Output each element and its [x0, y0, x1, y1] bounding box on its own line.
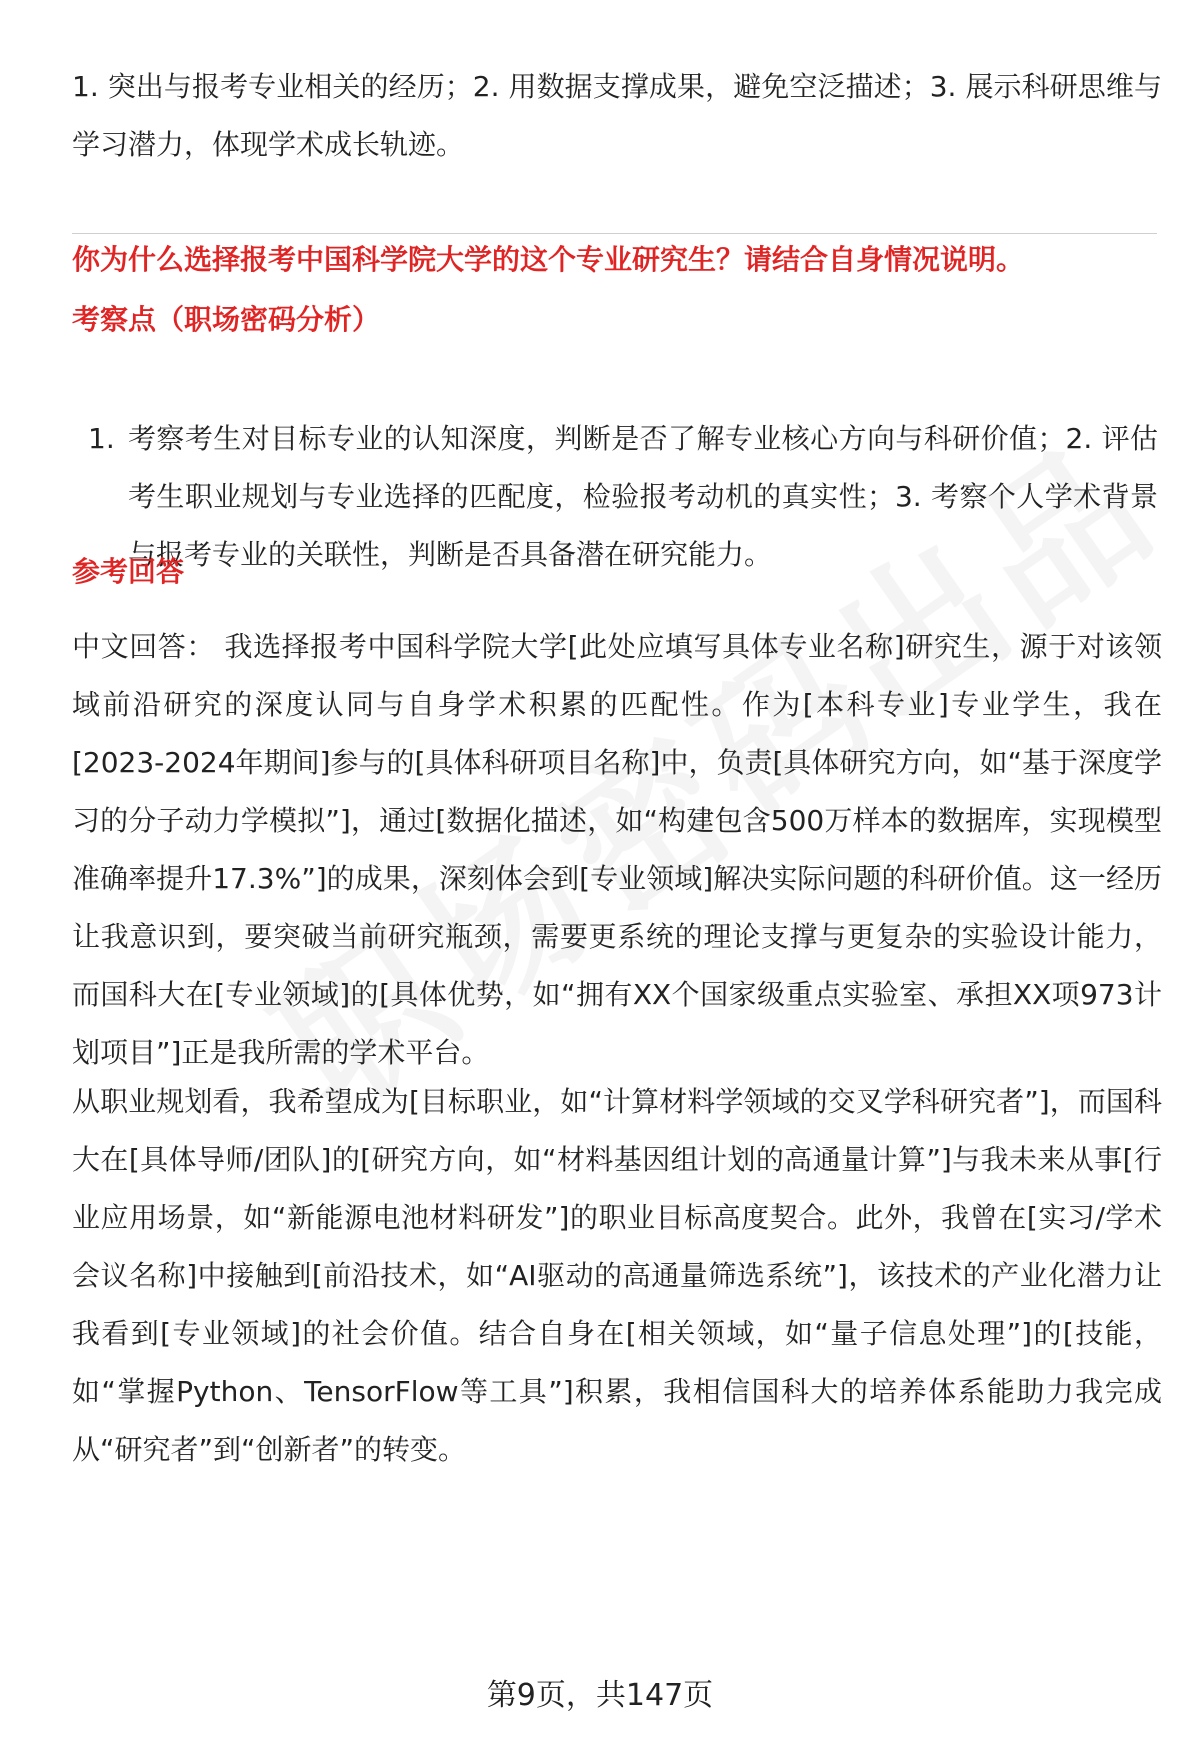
answer-paragraph-2: 从职业规划看，我希望成为[目标职业，如“计算材料学领域的交叉学科研究者”]，而国科大在[具体导师/团队]的[研究方向，如“材料基因组计划的高通量计算”]与我未来从事[行业应用场景，如“新能源电池材料研发”]的职业目标高度契合。此外，我曾在[实习/学术会议名称]中接触到[前沿技术，如“AI驱动的高通量筛选系统”]，该技术的产业化潜力让我看到[专业领域]的社会价值。结合自身在[相关领域，如“量子信息处理”]的[技能，如“掌握Python、TensorFlow等工具”]积累，我相信国科大的培养体系能助力我完成从“研究者”到“创新者”的转变。 [72, 1085, 1162, 1466]
section-divider [72, 233, 1157, 234]
list-item-text: 考察考生对目标专业的认知深度，判断是否了解专业核心方向与科研价值；2. 评估考生职业规划与专业选择的匹配度，检验报考动机的真实性；3. 考察个人学术背景与报考专业的关联性，判断是否具备潜在研究能力。 [128, 422, 1158, 571]
reference-answer-heading: 参考回答 [72, 555, 185, 588]
question-heading: 你为什么选择报考中国科学院大学的这个专业研究生？请结合自身情况说明。 [72, 243, 1025, 276]
exam-points-heading: 考察点（职场密码分析） [72, 303, 381, 336]
answer-paragraph-1: 中文回答： 我选择报考中国科学院大学[此处应填写具体专业名称]研究生，源于对该领域前沿研究的深度认同与自身学术积累的匹配性。作为[本科专业]专业学生，我在[2023-2024年期间]参与的[具体科研项目名称]中，负责[具体研究方向，如“基于深度学习的分子动力学模拟”]，通过[数据化描述，如“构建包含500万样本的数据库，实现模型准确率提升17.3%”]的成果，深刻体会到[专业领域]解决实际问题的科研价值。这一经历让我意识到，要突破当前研究瓶颈，需要更系统的理论支撑与更复杂的实验设计能力，而国科大在[专业领域]的[具体优势，如“拥有XX个国家级重点实验室、承担XX项973计划项目”]正是我所需的学术平台。 [72, 630, 1162, 1069]
list-item-number: 1. [88, 422, 115, 455]
page-number-footer: 第9页，共147页 [486, 1678, 714, 1713]
intro-paragraph: 1. 突出与报考专业相关的经历；2. 用数据支撑成果，避免空泛描述；3. 展示科研思维与学习潜力，体现学术成长轨迹。 [72, 70, 1162, 161]
